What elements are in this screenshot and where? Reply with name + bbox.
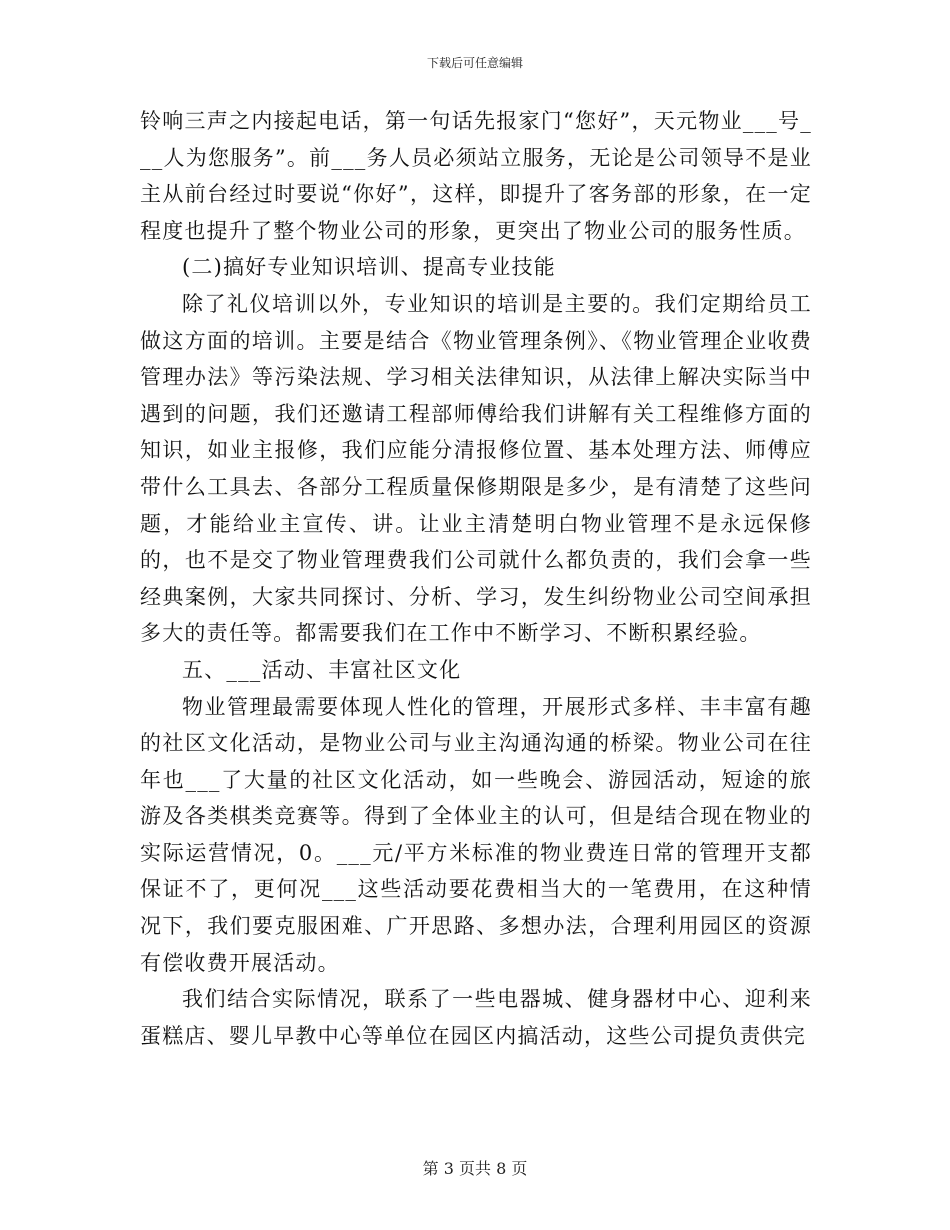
section-heading-activities: 五、___活动、丰富社区文化 [182,657,462,682]
paragraph-training: 除了礼仪培训以外，专业知识的培训是主要的。我们定期给员工做这方面的培训。主要是结合《物业管理条例》、《物业管理企业收费管理办法》等污染法规、学习相关法律知识，从法律上解决实际当中遇到的问题，我们还邀请工程部师傅给我们讲解有关工程维修方面的知识，如业主报修，我们应能分清报修位置、基本处理方法、师傅应带什么工具去、各部分工程质量保修期限是多少，是有清楚了这些问题，才能给业主宣传、讲。让业主清楚明白物业管理不是永远保修的，也不是交了物业管理费我们公司就什么都负责的，我们会拿一些经典案例，大家共同探讨、分析、学习，发生纠纷物业公司空间承担多大的责任等。都需要我们在工作中不断学习、不断积累经验。 [140,291,812,646]
paragraph-phone-etiquette: 铃响三声之内接起电话，第一句话先报家门“您好”，天元物业___号___人为您服务”。前___务人员必须站立服务，无论是公司领导不是业主从前台经过时要说“你好”，这样，即提升了客务部的形象，在一定程度也提升了整个物业公司的形象，更突出了物业公司的服务性质。 [140,109,812,243]
paragraph-community-culture: 物业管理最需要体现人性化的管理，开展形式多样、丰丰富有趣的社区文化活动，是物业公司与业主沟通沟通的桥梁。物业公司在往年也___了大量的社区文化活动，如一些晚会、游园活动，短途的旅游及各类棋类竞赛等。得到了全体业主的认可，但是结合现在物业的实际运营情况，0。___元/平方米标准的物业费连日常的管理开支都保证不了，更何况___这些活动要花费相当大的一笔费用，在这种情况下，我们要克服困难、广开思路、多想办法，合理利用园区的资源有偿收费开展活动。 [140,694,812,975]
page-header-note: 下载后可任意编辑 [426,56,523,70]
document-body [140,103,812,1054]
section-heading-training: (二)搞好专业知识培训、提高专业技能 [182,255,556,280]
page-number: 第 3 页共 8 页 [422,1159,528,1178]
paragraph-partners: 我们结合实际情况，联系了一些电器城、健身器材中心、迎利来蛋糕店、婴儿早教中心等单位在园区内搞活动，这些公司提负责供完 [140,987,812,1048]
